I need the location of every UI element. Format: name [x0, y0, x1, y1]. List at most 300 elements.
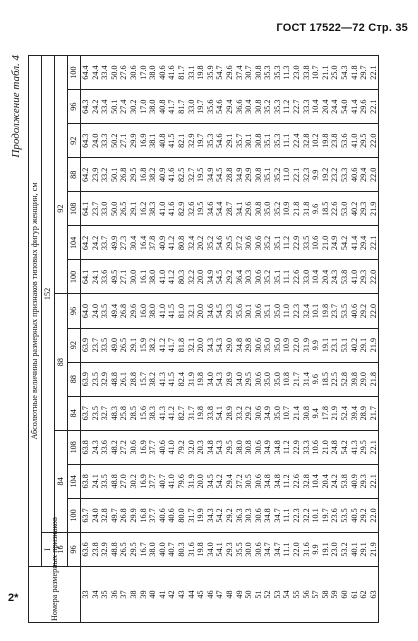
value-cell: 30.3 — [244, 260, 254, 294]
value-cell: 82.7 — [177, 396, 187, 430]
value-cell: 40.8 — [158, 124, 168, 158]
value-cell: 30.8 — [254, 56, 264, 90]
value-cell: 30.5 — [244, 464, 254, 498]
value-cell: 40.5 — [350, 498, 360, 532]
value-cell: 22.1 — [369, 226, 379, 260]
value-cell: 10.1 — [311, 294, 321, 328]
value-cell: 9.4 — [311, 396, 321, 430]
col-subheader: 96 — [68, 294, 81, 328]
continued-label: Продолжение табл. 4 — [10, 55, 22, 158]
value-cell: 82.4 — [177, 362, 187, 396]
value-cell: 24.0 — [91, 294, 101, 328]
value-cell: 10.6 — [311, 226, 321, 260]
col-subheader: 96 — [68, 532, 81, 566]
table-row — [273, 56, 283, 623]
value-cell: 34.9 — [206, 260, 216, 294]
value-cell: 32.9 — [187, 124, 197, 158]
value-cell: 29.2 — [225, 260, 235, 294]
value-cell: 34.0 — [206, 362, 216, 396]
value-cell: 23.5 — [91, 362, 101, 396]
value-cell: 41.2 — [167, 226, 177, 260]
value-cell: 22.5 — [330, 362, 340, 396]
value-cell: 38.2 — [148, 158, 158, 192]
value-cell: 40.9 — [350, 464, 360, 498]
value-cell: 53.5 — [340, 294, 350, 328]
value-cell: 28.8 — [129, 362, 139, 396]
value-cell: 33.0 — [100, 192, 110, 226]
value-cell: 29.1 — [359, 328, 369, 362]
value-cell: 27.1 — [119, 260, 129, 294]
value-cell: 37.8 — [148, 226, 158, 260]
value-cell: 80.8 — [177, 226, 187, 260]
value-cell: 29.0 — [225, 328, 235, 362]
value-cell: 33.8 — [206, 396, 216, 430]
col-subheader: 92 — [68, 328, 81, 362]
row-number-cell: 54 — [282, 567, 292, 623]
value-cell: 32.6 — [187, 192, 197, 226]
col-group-header: 88 — [55, 294, 68, 430]
value-cell: 54.3 — [215, 362, 225, 396]
value-cell: 40.2 — [350, 192, 360, 226]
value-cell: 21.0 — [321, 430, 331, 464]
value-cell: 19.8 — [321, 294, 331, 328]
value-cell: 54.6 — [215, 226, 225, 260]
value-cell: 35.0 — [273, 294, 283, 328]
table-row — [330, 56, 340, 623]
value-cell: 41.0 — [350, 260, 360, 294]
value-cell: 30.6 — [254, 498, 264, 532]
value-cell: 31.6 — [302, 532, 312, 566]
value-cell: 41.0 — [167, 430, 177, 464]
value-cell: 24.8 — [330, 430, 340, 464]
value-cell: 40.0 — [158, 532, 168, 566]
value-cell: 41.0 — [350, 124, 360, 158]
value-cell: 29.9 — [129, 498, 139, 532]
value-cell: 19.8 — [196, 362, 206, 396]
value-cell: 54.1 — [215, 396, 225, 430]
value-cell: 29.2 — [359, 294, 369, 328]
value-cell: 35.1 — [273, 260, 283, 294]
value-cell: 11.2 — [282, 430, 292, 464]
value-cell: 26.5 — [119, 328, 129, 362]
value-cell: 50.0 — [110, 56, 120, 90]
value-cell: 22.4 — [292, 124, 302, 158]
row-number-cell: 60 — [340, 567, 350, 623]
value-cell: 41.0 — [158, 294, 168, 328]
value-cell: 33.1 — [187, 56, 197, 90]
value-cell: 22.6 — [330, 192, 340, 226]
value-cell: 53.0 — [340, 192, 350, 226]
value-cell: 48.8 — [110, 362, 120, 396]
col-subheader: 92 — [68, 124, 81, 158]
value-cell: 38.0 — [148, 90, 158, 124]
value-cell: 33.5 — [302, 226, 312, 260]
value-cell: 30.6 — [254, 294, 264, 328]
value-cell: 35.1 — [263, 124, 273, 158]
value-cell: 24.0 — [91, 124, 101, 158]
value-cell: 37.2 — [235, 464, 245, 498]
value-cell: 10.9 — [282, 192, 292, 226]
table-row — [282, 56, 292, 623]
value-cell: 35.0 — [263, 192, 273, 226]
value-cell: 29.5 — [225, 430, 235, 464]
row-number-cell: 45 — [196, 567, 206, 623]
value-cell: 11.3 — [282, 56, 292, 90]
value-cell: 19.7 — [196, 90, 206, 124]
value-cell: 19.1 — [321, 532, 331, 566]
row-number-cell: 39 — [139, 567, 149, 623]
value-cell: 20.4 — [321, 464, 331, 498]
value-cell: 16.9 — [139, 430, 149, 464]
value-cell: 28.7 — [225, 192, 235, 226]
value-cell: 21.1 — [321, 56, 331, 90]
value-cell: 22.9 — [292, 226, 302, 260]
value-cell: 35.2 — [263, 260, 273, 294]
value-cell: 29.8 — [244, 328, 254, 362]
value-cell: 35.1 — [263, 294, 273, 328]
table-row — [148, 56, 158, 623]
value-cell: 34.7 — [263, 532, 273, 566]
value-cell: 30.6 — [254, 464, 264, 498]
value-cell: 41.4 — [350, 90, 360, 124]
value-cell: 31.9 — [302, 328, 312, 362]
value-cell: 32.1 — [187, 328, 197, 362]
row-number-cell: 42 — [167, 567, 177, 623]
value-cell: 34.5 — [206, 464, 216, 498]
value-cell: 32.2 — [187, 260, 197, 294]
value-cell: 35.0 — [263, 362, 273, 396]
value-cell: 22.0 — [369, 294, 379, 328]
value-cell: 23.8 — [330, 124, 340, 158]
value-cell: 40.6 — [158, 498, 168, 532]
table-row — [91, 56, 101, 623]
row-number-cell: 44 — [187, 567, 197, 623]
value-cell: 21.8 — [369, 362, 379, 396]
col-subheader: 100 — [68, 260, 81, 294]
value-cell: 29.6 — [244, 192, 254, 226]
value-cell: 16.7 — [139, 532, 149, 566]
value-cell: 29.5 — [244, 362, 254, 396]
value-cell: 26.5 — [119, 192, 129, 226]
value-cell: 22.9 — [292, 430, 302, 464]
value-cell: 16.2 — [139, 192, 149, 226]
value-cell: 26.1 — [119, 362, 129, 396]
value-cell: 41.5 — [167, 124, 177, 158]
value-cell: 54.3 — [215, 328, 225, 362]
value-cell: 54.0 — [340, 90, 350, 124]
value-cell: 30.6 — [254, 260, 264, 294]
value-cell: 33.0 — [187, 90, 197, 124]
value-cell: 10.4 — [311, 260, 321, 294]
value-cell: 29.5 — [129, 158, 139, 192]
value-cell: 22.0 — [292, 532, 302, 566]
value-cell: 23.0 — [330, 532, 340, 566]
value-cell: 33.2 — [235, 396, 245, 430]
value-cell: 33.3 — [302, 430, 312, 464]
value-cell: 34.3 — [206, 498, 216, 532]
value-cell: 38.0 — [148, 294, 158, 328]
value-cell: 30.6 — [254, 532, 264, 566]
value-cell: 29.2 — [359, 498, 369, 532]
value-cell: 19.7 — [321, 498, 331, 532]
page-marker: 2* — [8, 592, 19, 604]
value-cell: 11.1 — [282, 498, 292, 532]
value-cell: 53.8 — [340, 260, 350, 294]
page-header: ГОСТ 17522—72 Стр. 35 — [276, 22, 408, 34]
row-header-label: Номера размерных признаков — [29, 567, 81, 623]
value-cell: 52.4 — [340, 396, 350, 430]
value-cell: 9.9 — [311, 328, 321, 362]
table-row — [350, 56, 360, 623]
value-cell: 33.3 — [302, 90, 312, 124]
value-cell: 30.6 — [254, 328, 264, 362]
value-cell: 35.7 — [235, 124, 245, 158]
col-subheader: 104 — [68, 464, 81, 498]
value-cell: 30.3 — [244, 498, 254, 532]
value-cell: 35.0 — [263, 328, 273, 362]
value-cell: 9.9 — [311, 532, 321, 566]
value-cell: 35.0 — [273, 362, 283, 396]
value-cell: 64.3 — [81, 124, 91, 158]
value-cell: 40.6 — [167, 498, 177, 532]
value-cell: 29.6 — [129, 294, 139, 328]
table-row — [359, 56, 369, 623]
value-cell: 15.9 — [139, 328, 149, 362]
value-cell: 50.1 — [110, 90, 120, 124]
value-cell: 40.6 — [158, 56, 168, 90]
value-cell: 30.1 — [244, 124, 254, 158]
value-cell: 29.4 — [225, 90, 235, 124]
table-row — [302, 56, 312, 623]
value-cell: 40.7 — [158, 464, 168, 498]
value-cell: 63.9 — [81, 362, 91, 396]
col-group-header: 92 — [55, 124, 68, 294]
value-cell: 27.6 — [119, 56, 129, 90]
value-cell: 32.0 — [187, 430, 197, 464]
value-cell: 32.7 — [100, 396, 110, 430]
value-cell: 81.0 — [177, 294, 187, 328]
value-cell: 10.8 — [282, 362, 292, 396]
value-cell: 29.1 — [129, 192, 139, 226]
value-cell: 19.2 — [321, 158, 331, 192]
value-cell: 18.5 — [321, 362, 331, 396]
row-number-cell: 36 — [110, 567, 120, 623]
value-cell: 41.4 — [350, 226, 360, 260]
value-cell: 64.3 — [81, 90, 91, 124]
row-number-cell: 46 — [206, 567, 216, 623]
value-cell: 29.6 — [359, 90, 369, 124]
row-number-cell: 37 — [119, 567, 129, 623]
value-cell: 41.5 — [167, 294, 177, 328]
value-cell: 21.9 — [369, 192, 379, 226]
value-cell: 54.4 — [215, 192, 225, 226]
value-cell: 16.1 — [139, 260, 149, 294]
value-cell: 19.8 — [196, 532, 206, 566]
value-cell: 82.9 — [177, 192, 187, 226]
value-cell: 22.6 — [292, 464, 302, 498]
value-cell: 54.1 — [215, 532, 225, 566]
value-cell: 29.1 — [225, 124, 235, 158]
value-cell: 32.8 — [302, 464, 312, 498]
value-cell: 40.9 — [158, 226, 168, 260]
value-cell: 35.2 — [273, 158, 283, 192]
value-cell: 37.7 — [148, 464, 158, 498]
value-cell: 29.1 — [359, 532, 369, 566]
value-cell: 39.4 — [350, 396, 360, 430]
value-cell: 11.2 — [282, 90, 292, 124]
value-cell: 25.0 — [330, 56, 340, 90]
value-cell: 10.1 — [311, 498, 321, 532]
value-cell: 29.7 — [359, 56, 369, 90]
value-cell: 64.0 — [81, 294, 91, 328]
value-cell: 31.7 — [187, 396, 197, 430]
row-number-cell: 33 — [81, 567, 91, 623]
value-cell: 33.4 — [100, 56, 110, 90]
value-cell: 24.2 — [91, 226, 101, 260]
value-cell: 30.2 — [129, 464, 139, 498]
table-row — [244, 56, 254, 623]
value-cell: 19.9 — [196, 498, 206, 532]
value-cell: 17.0 — [139, 56, 149, 90]
value-cell: 41.0 — [158, 192, 168, 226]
value-cell: 34.9 — [263, 430, 273, 464]
value-cell: 64.1 — [81, 260, 91, 294]
value-cell: 79.6 — [177, 464, 187, 498]
value-cell: 27.2 — [119, 430, 129, 464]
value-cell: 32.2 — [302, 498, 312, 532]
value-cell: 29.9 — [244, 158, 254, 192]
value-cell: 9.6 — [311, 362, 321, 396]
value-cell: 10.9 — [282, 328, 292, 362]
table-row — [215, 56, 225, 623]
value-cell: 34.9 — [263, 396, 273, 430]
value-cell: 38.0 — [148, 532, 158, 566]
table-row — [81, 56, 91, 623]
value-cell: 40.6 — [350, 158, 360, 192]
value-cell: 50.2 — [110, 124, 120, 158]
value-cell: 54.2 — [215, 464, 225, 498]
value-cell: 53.5 — [340, 498, 350, 532]
value-cell: 10.6 — [311, 430, 321, 464]
value-cell: 41.6 — [167, 192, 177, 226]
value-cell: 23.0 — [292, 56, 302, 90]
value-cell: 37.7 — [148, 430, 158, 464]
value-cell: 25.8 — [119, 396, 129, 430]
value-cell: 26.8 — [119, 498, 129, 532]
value-cell: 23.9 — [91, 158, 101, 192]
value-cell: 11.1 — [282, 532, 292, 566]
table-row — [340, 56, 350, 623]
value-cell: 34.6 — [206, 294, 216, 328]
value-cell: 41.3 — [350, 430, 360, 464]
value-cell: 17.8 — [321, 396, 331, 430]
value-cell: 40.6 — [350, 294, 360, 328]
value-cell: 38.0 — [148, 260, 158, 294]
value-cell: 82.1 — [177, 124, 187, 158]
value-cell: 21.8 — [292, 192, 302, 226]
value-cell: 28.8 — [225, 158, 235, 192]
value-cell: 32.8 — [302, 124, 312, 158]
value-cell: 82.5 — [177, 158, 187, 192]
row-number-cell: 59 — [330, 567, 340, 623]
value-cell: 24.2 — [91, 90, 101, 124]
value-cell: 41.3 — [158, 396, 168, 430]
value-cell: 30.7 — [244, 56, 254, 90]
row-number-cell: 38 — [129, 567, 139, 623]
value-cell: 16.8 — [139, 498, 149, 532]
value-cell: 37.7 — [148, 498, 158, 532]
value-cell: 35.3 — [273, 90, 283, 124]
value-cell: 23.7 — [91, 328, 101, 362]
value-cell: 23.7 — [91, 192, 101, 226]
table-row — [110, 56, 120, 623]
row-number-cell: 48 — [225, 567, 235, 623]
table-row — [311, 56, 321, 623]
value-cell: 16.8 — [139, 158, 149, 192]
value-cell: 21.4 — [292, 396, 302, 430]
value-cell: 30.8 — [254, 124, 264, 158]
value-cell: 33.6 — [100, 430, 110, 464]
value-cell: 19.1 — [321, 328, 331, 362]
row-number-cell: 51 — [254, 567, 264, 623]
value-cell: 29.6 — [225, 56, 235, 90]
value-cell: 81.7 — [177, 56, 187, 90]
value-cell: 28.5 — [129, 396, 139, 430]
value-cell: 41.7 — [167, 328, 177, 362]
value-cell: 41.6 — [167, 158, 177, 192]
value-cell: 30.6 — [254, 396, 264, 430]
value-cell: 20.0 — [196, 294, 206, 328]
value-cell: 18.5 — [321, 192, 331, 226]
value-cell: 29.3 — [359, 260, 369, 294]
row-number-cell: 49 — [235, 567, 245, 623]
value-cell: 54.3 — [215, 430, 225, 464]
value-cell: 23.2 — [330, 158, 340, 192]
value-cell: 29.4 — [225, 464, 235, 498]
value-cell: 29.4 — [359, 226, 369, 260]
value-cell: 49.9 — [110, 226, 120, 260]
value-cell: 24.2 — [330, 464, 340, 498]
value-cell: 63.9 — [81, 328, 91, 362]
value-cell: 11.0 — [282, 158, 292, 192]
value-cell: 26.8 — [119, 158, 129, 192]
value-cell: 38.1 — [148, 124, 158, 158]
value-cell: 11.2 — [282, 464, 292, 498]
value-cell: 31.8 — [302, 192, 312, 226]
measurements-table — [28, 55, 379, 623]
table-row — [263, 56, 273, 623]
row-number-cell: 55 — [292, 567, 302, 623]
value-cell: 41.2 — [167, 396, 177, 430]
value-cell: 30.8 — [254, 158, 264, 192]
value-cell: 38.0 — [235, 430, 245, 464]
table-row — [167, 56, 177, 623]
value-cell: 34.0 — [206, 532, 216, 566]
value-cell: 24.0 — [91, 498, 101, 532]
value-cell: 30.8 — [244, 430, 254, 464]
row-number-cell: 52 — [263, 567, 273, 623]
table-row — [119, 56, 129, 623]
value-cell: 29.3 — [359, 192, 369, 226]
value-cell: 29.3 — [225, 294, 235, 328]
value-cell: 30.4 — [129, 226, 139, 260]
value-cell: 22.6 — [292, 260, 302, 294]
value-cell: 31.6 — [187, 532, 197, 566]
value-cell: 34.6 — [206, 192, 216, 226]
value-cell: 35.3 — [263, 56, 273, 90]
value-cell: 33.5 — [100, 294, 110, 328]
col-subheader: 104 — [68, 226, 81, 260]
